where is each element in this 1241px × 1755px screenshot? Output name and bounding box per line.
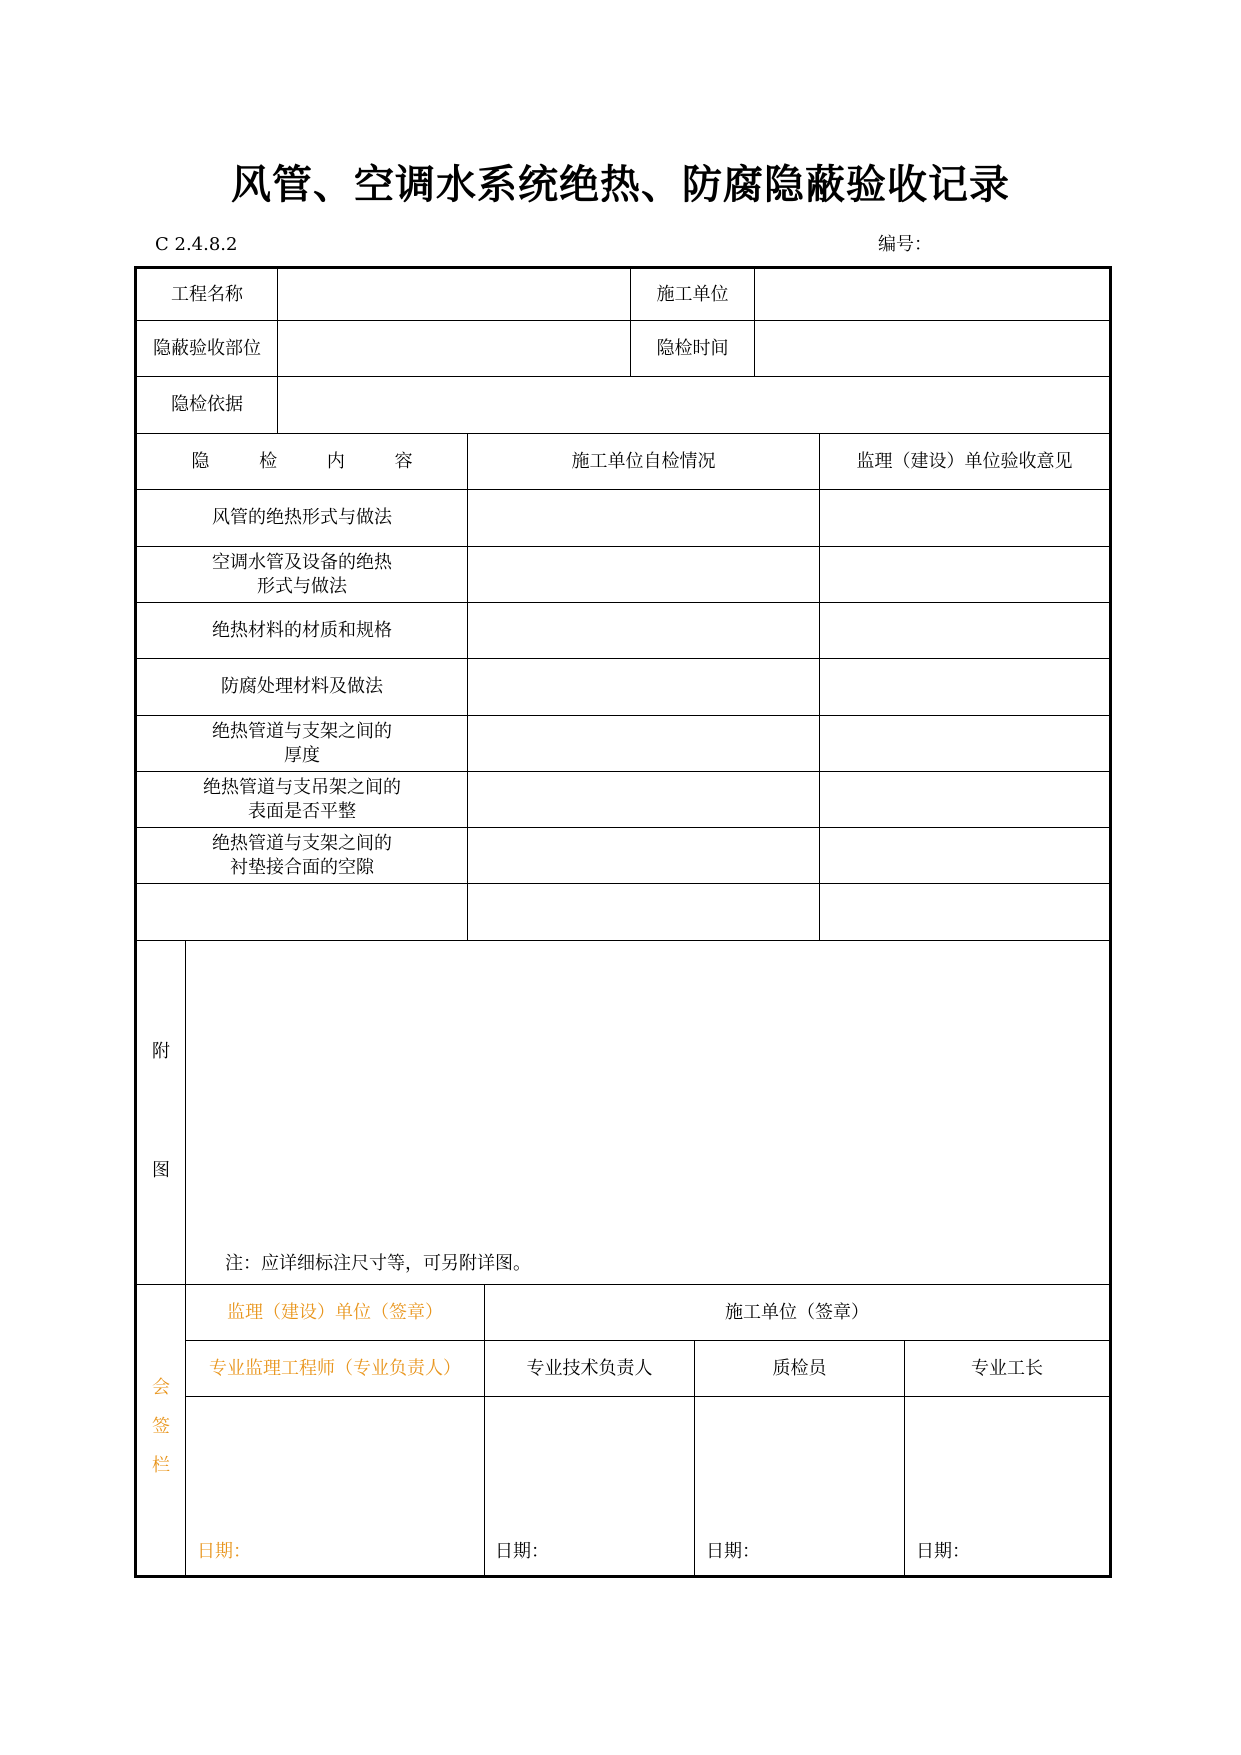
inspection-basis-field[interactable] [278, 377, 1109, 433]
quality-inspector-header: 质检员 [772, 1357, 827, 1379]
signoff-label-char: 会 [152, 1377, 170, 1398]
checklist-item: 绝热管道与支架之间的 厚度 [212, 720, 392, 766]
drawing-note: 注：应详细标注尺寸等，可另附详图。 [225, 1253, 531, 1274]
form-table [134, 266, 1112, 1578]
construction-unit-label: 施工单位 [656, 283, 729, 305]
row-divider [185, 1396, 1109, 1397]
checklist-item: 绝热管道与支吊架之间的 表面是否平整 [203, 776, 401, 822]
construction-unit-seal: 施工单位（签章） [725, 1301, 869, 1323]
checklist-item: 绝热管道与支架之间的 衬垫接合面的空隙 [212, 832, 392, 878]
row-divider [137, 883, 1109, 884]
foreman-header: 专业工长 [971, 1357, 1043, 1379]
column-divider [467, 433, 468, 940]
project-name-label: 工程名称 [171, 283, 243, 305]
construction-unit-field[interactable] [755, 269, 1109, 320]
drawing-label-char: 附 [152, 1041, 170, 1062]
acceptance-opinion-header: 监理（建设）单位验收意见 [856, 450, 1073, 472]
drawing-area[interactable] [186, 941, 1109, 1241]
checklist-item: 绝热材料的材质和规格 [212, 619, 392, 641]
supervising-engineer-header: 专业监理工程师（专业负责人） [209, 1357, 461, 1379]
signoff-label-char: 签 [152, 1416, 170, 1437]
checklist-item: 防腐处理材料及做法 [221, 676, 383, 697]
form-code: C 2.4.8.2 [155, 234, 238, 255]
signoff-label-char: 栏 [152, 1455, 170, 1476]
project-name-field[interactable] [278, 269, 630, 320]
drawing-label-char: 图 [152, 1160, 170, 1181]
foreman-date-label: 日期： [916, 1541, 970, 1562]
supervisor-date-label: 日期： [197, 1541, 251, 1562]
column-divider [819, 433, 820, 940]
supervision-unit-seal: 监理（建设）单位（签章） [227, 1301, 443, 1323]
concealed-part-field[interactable] [278, 321, 630, 376]
inspection-time-field[interactable] [755, 321, 1109, 376]
serial-number-label: 编号： [878, 234, 932, 255]
quality-inspector-date-label: 日期： [706, 1541, 760, 1562]
inspection-basis-label: 隐检依据 [171, 394, 243, 415]
document-title: 风管、空调水系统绝热、防腐隐蔽验收记录 [231, 161, 1010, 208]
self-check-header: 施工单位自检情况 [571, 450, 716, 472]
checklist-item: 空调水管及设备的绝热 形式与做法 [212, 551, 392, 597]
technical-lead-header: 专业技术负责人 [526, 1357, 653, 1379]
inspection-content-header: 隐 检 内 容 [191, 450, 435, 472]
inspection-time-label: 隐检时间 [656, 337, 729, 359]
checklist-item: 风管的绝热形式与做法 [212, 507, 392, 528]
technical-lead-date-label: 日期： [495, 1541, 549, 1562]
concealed-part-label: 隐蔽验收部位 [153, 337, 261, 359]
